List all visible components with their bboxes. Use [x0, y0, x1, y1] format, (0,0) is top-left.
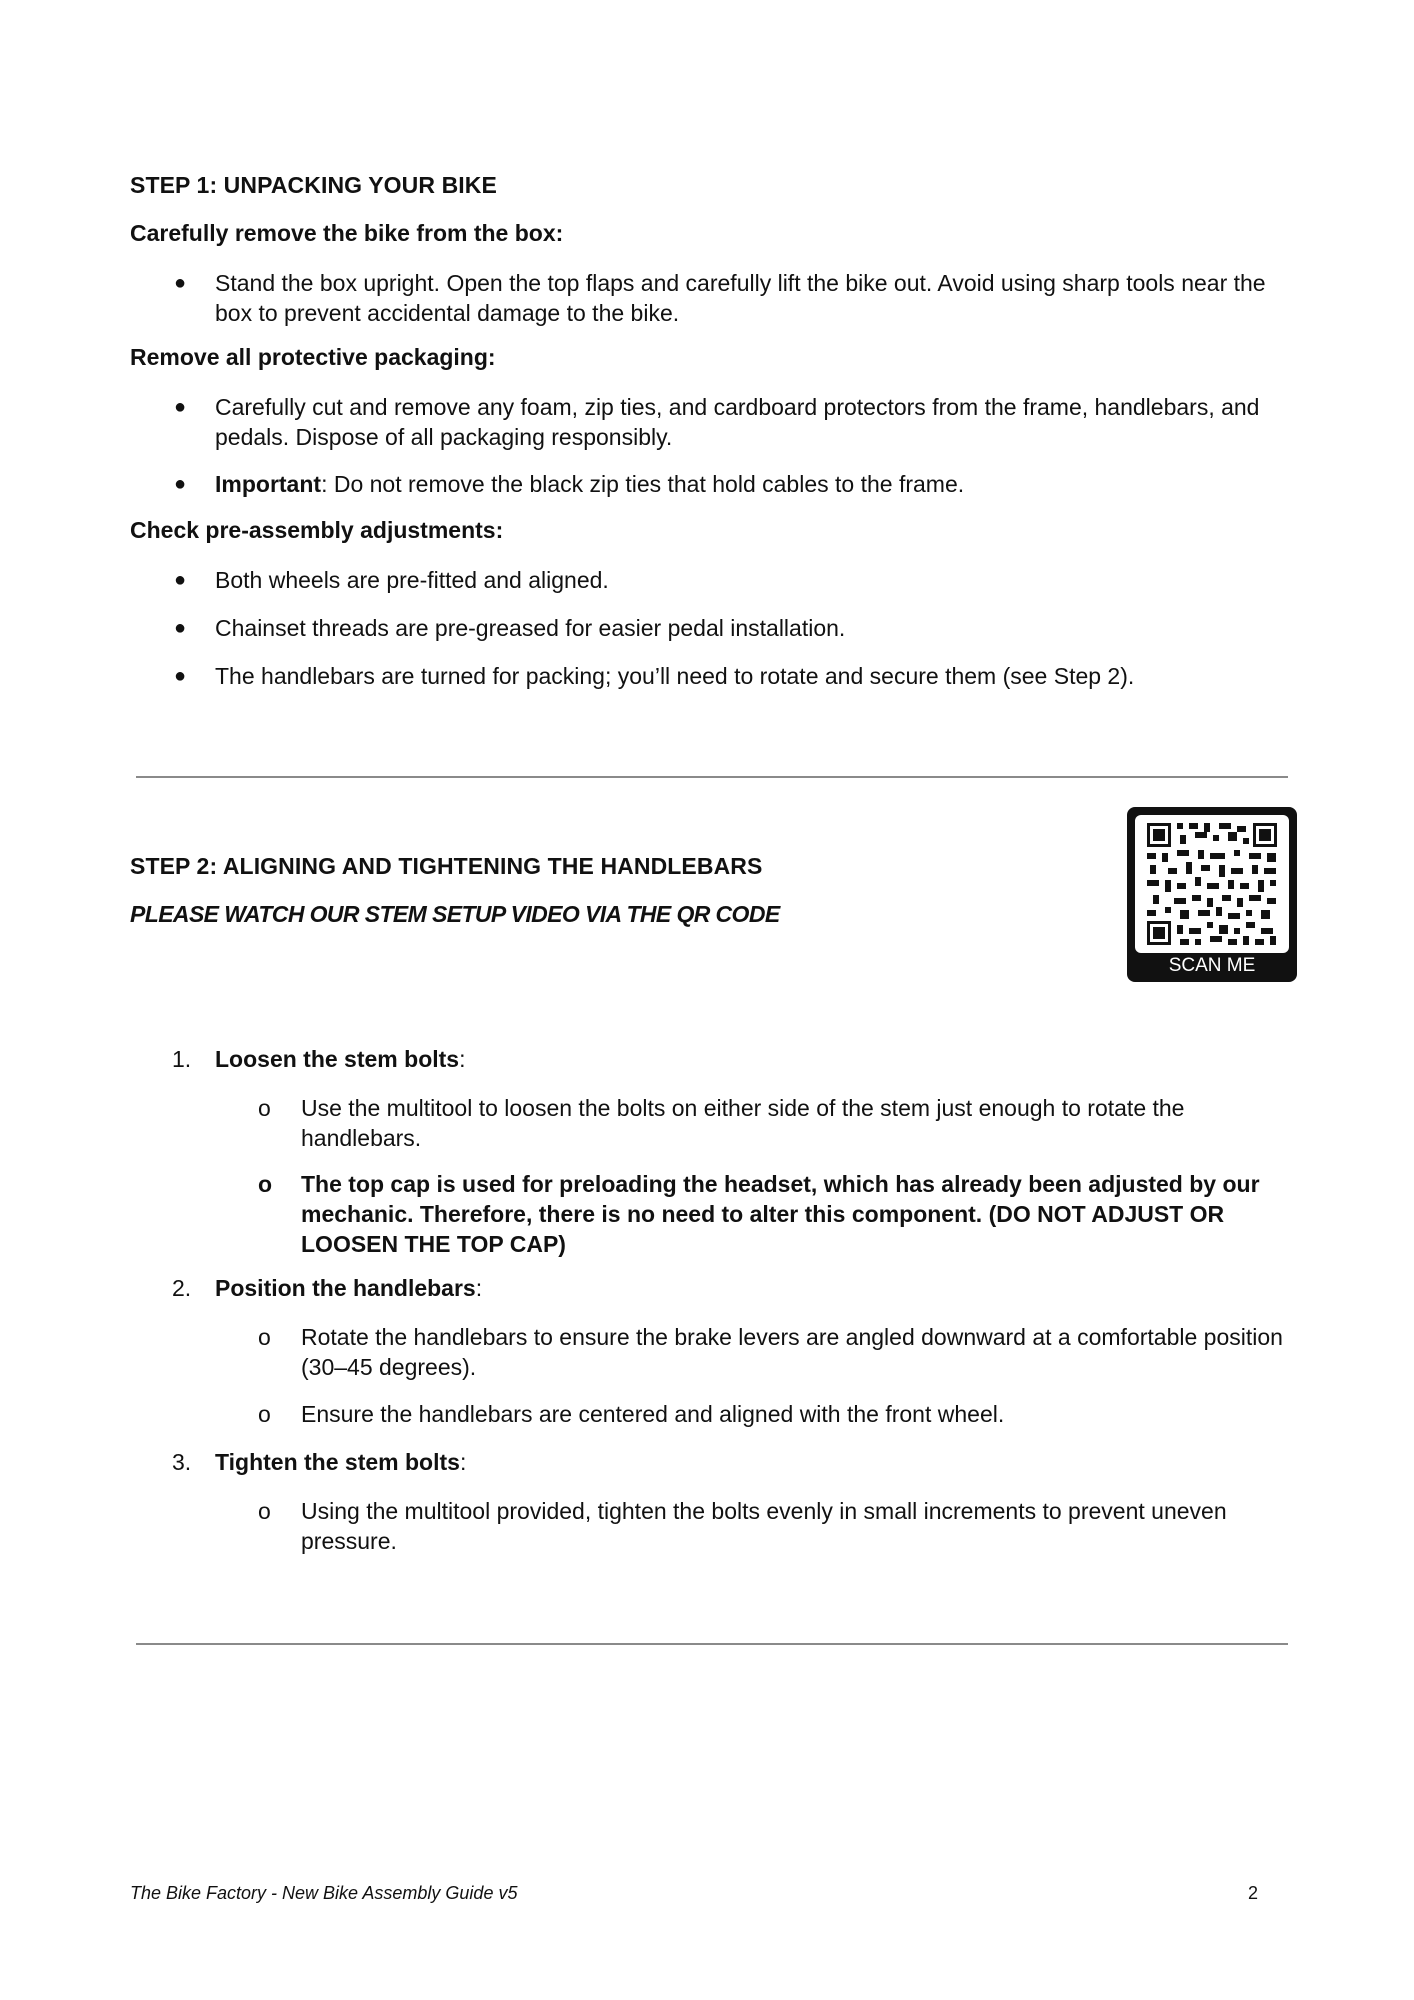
important-label: Important [215, 471, 322, 497]
bullet-icon: ● [174, 396, 187, 418]
important-text: : Do not remove the black zip ties that hold cables to the frame. [321, 471, 965, 497]
sub-bullet-text: Ensure the handlebars are centered and aligned with the front wheel. [301, 1401, 1005, 1427]
bullet-text: The handlebars are turned for packing; you’ll need to rotate and secure them (see Step 2). [215, 663, 1135, 689]
item-heading [215, 1273, 1275, 1303]
top-cap-warning: The top cap is used for preloading the headset, which has already been adjusted by our mechanic. Therefore, there is no need to alter this component. (DO NOT ADJUST OR LOOSEN THE TOP CAP) [301, 1171, 1260, 1257]
qr-code-image [1135, 815, 1289, 953]
bullet-text: Chainset threads are pre-greased for easier pedal installation. [215, 615, 846, 641]
video-note: PLEASE WATCH OUR STEM SETUP VIDEO VIA THE QR CODE [130, 901, 780, 927]
item-heading [215, 1447, 1275, 1477]
item-number: 1. [172, 1046, 192, 1072]
item-number: 2. [172, 1275, 192, 1301]
item-label: Loosen the stem bolts [215, 1046, 460, 1072]
item-colon: : [459, 1449, 467, 1475]
sub-bullet-text: Use the multitool to loosen the bolts on either side of the stem just enough to rotate the handlebars. [301, 1095, 1185, 1151]
section-divider [136, 776, 1288, 778]
page-number: 2 [1248, 1883, 1259, 1903]
item-colon: : [459, 1046, 466, 1072]
step1-heading-check-adjustments: Check pre-assembly adjustments: [130, 517, 504, 543]
bullet-icon: ● [174, 473, 187, 495]
qr-pattern-icon [1135, 815, 1289, 953]
qr-code[interactable] [1127, 807, 1297, 982]
sub-bullet-text: Rotate the handlebars to ensure the brake levers are angled downward at a comfortable position (30–45 degrees). [301, 1324, 1283, 1380]
item-number: 3. [172, 1449, 192, 1475]
sub-bullet-icon: o [258, 1498, 271, 1524]
bullet-icon: ● [174, 665, 187, 687]
section-divider [136, 1643, 1288, 1645]
sub-bullet-text: Using the multitool provided, tighten the bolts evenly in small increments to prevent uneven pressure. [301, 1498, 1227, 1554]
step1-heading-remove-bike: Carefully remove the bike from the box: [130, 220, 564, 246]
important-note [215, 469, 1275, 499]
qr-scan-label: SCAN ME [1168, 955, 1256, 976]
bullet-icon: ● [174, 272, 187, 294]
item-label: Tighten the stem bolts [215, 1449, 460, 1475]
step1-heading-remove-packaging: Remove all protective packaging: [130, 344, 496, 370]
footer-doc-title: The Bike Factory - New Bike Assembly Guide v5 [130, 1883, 518, 1903]
sub-bullet-icon: o [258, 1095, 271, 1121]
sub-bullet-icon: o [258, 1401, 271, 1427]
step1-title: STEP 1: UNPACKING YOUR BIKE [130, 172, 497, 198]
bullet-text: Carefully cut and remove any foam, zip ties, and cardboard protectors from the frame, handlebars, and pedals. Dispose of all packaging responsibly. [215, 394, 1260, 450]
sub-bullet-icon: o [258, 1171, 273, 1197]
sub-bullet-icon: o [258, 1324, 271, 1350]
bullet-text: Both wheels are pre-fitted and aligned. [215, 567, 609, 593]
bullet-icon: ● [174, 617, 187, 639]
item-label: Position the handlebars [215, 1275, 476, 1301]
item-colon: : [475, 1275, 483, 1301]
bullet-text: Stand the box upright. Open the top flaps and carefully lift the bike out. Avoid using sharp tools near the box to prevent accidental damage to the bike. [215, 270, 1266, 326]
item-heading [215, 1044, 1275, 1074]
bullet-icon: ● [174, 569, 187, 591]
step2-title: STEP 2: ALIGNING AND TIGHTENING THE HANDLEBARS [130, 853, 763, 879]
